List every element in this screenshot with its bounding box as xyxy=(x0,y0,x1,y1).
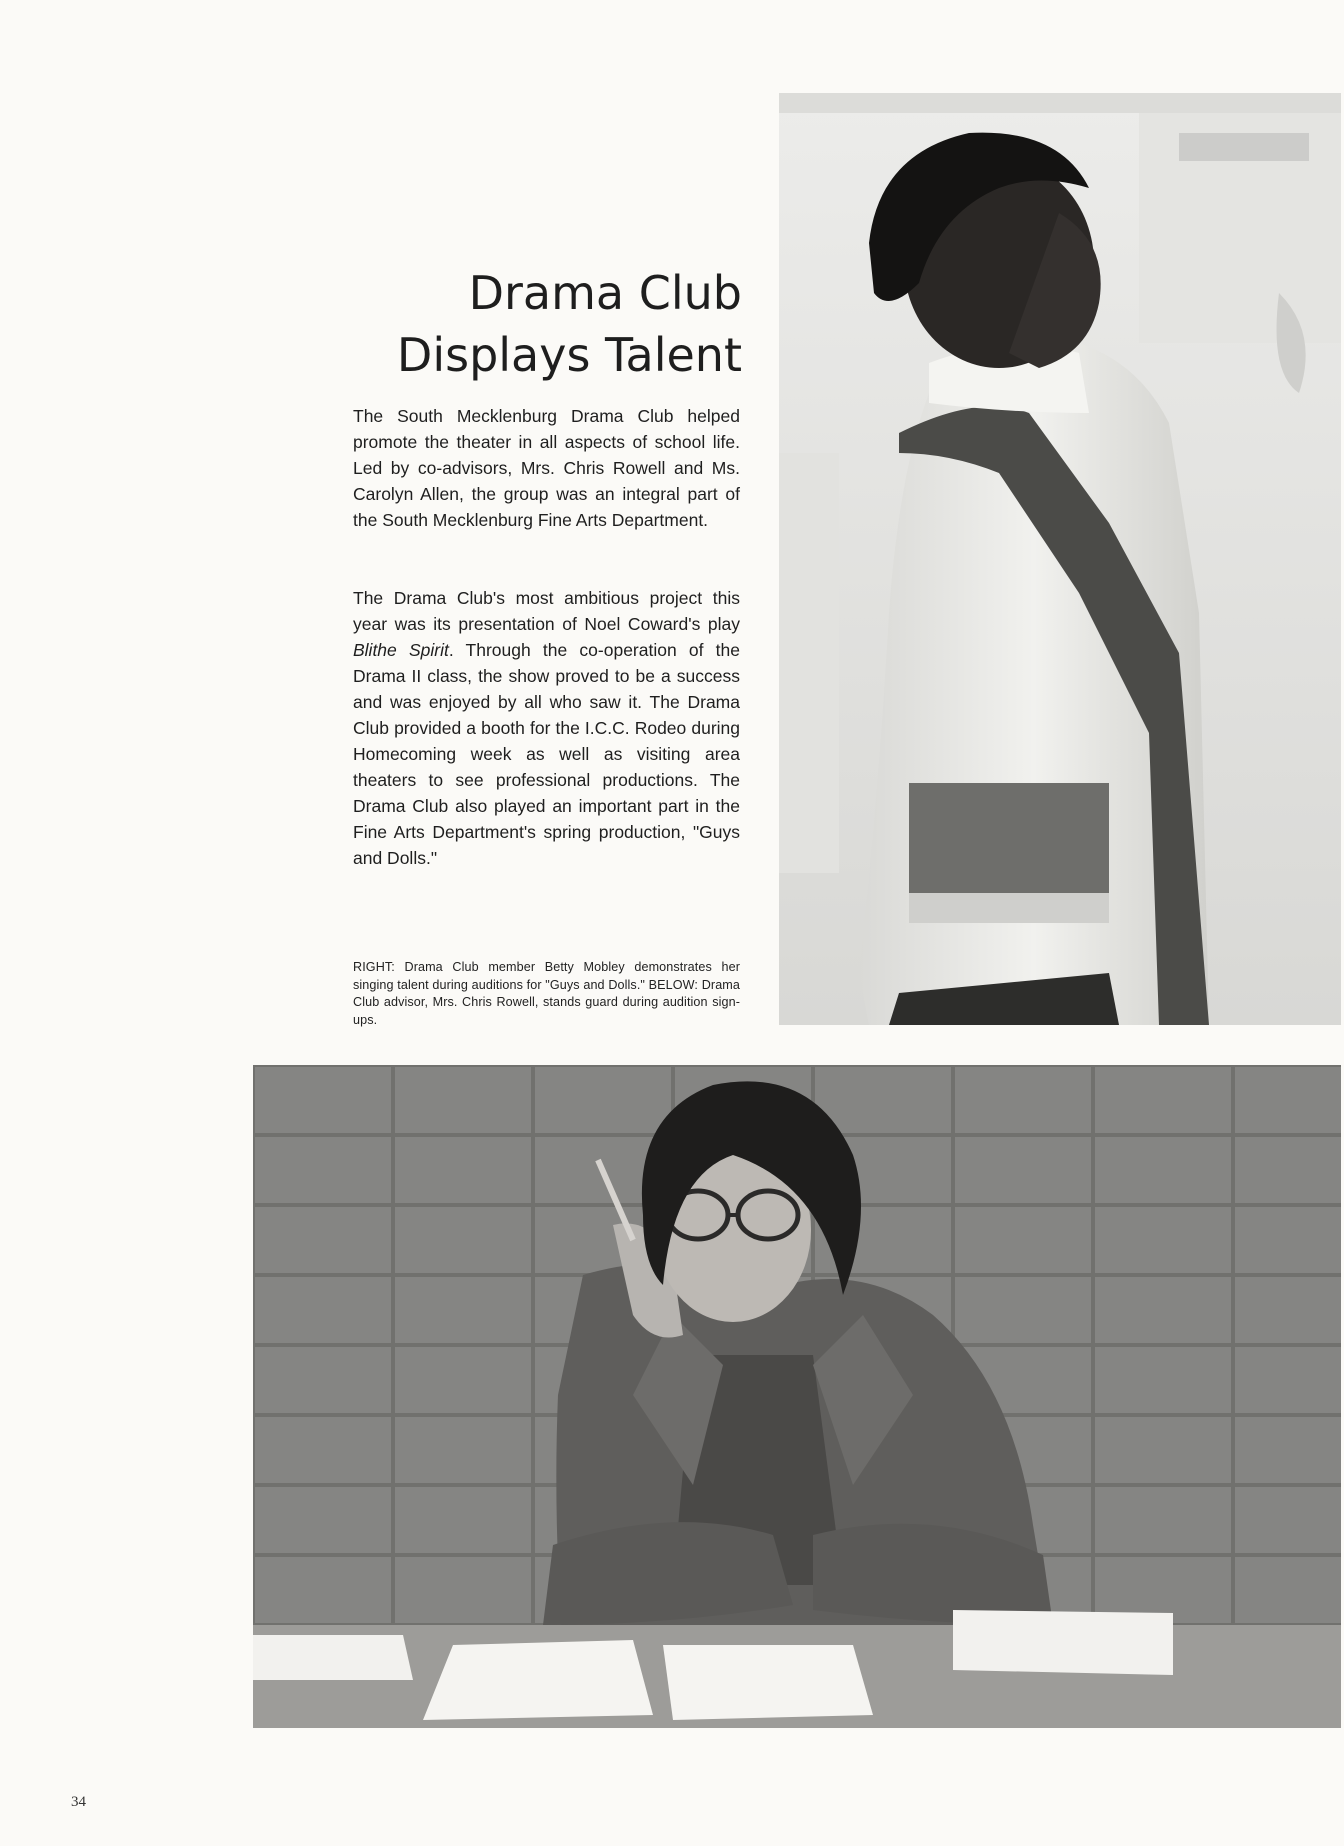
article-paragraph-2 xyxy=(353,585,740,871)
article-paragraph-2-start: The Drama Club's most ambitious project this year was its presentation of Noel Coward's play xyxy=(353,588,740,634)
article-paragraph-1: The South Mecklenburg Drama Club helped promote the theater in all aspects of school life. Led by co-advisors, Mrs. Chris Rowell and Ms. Carolyn Allen, the group was an integral part of the South Mecklenburg Fine Arts Department. xyxy=(353,406,740,530)
play-title: Blithe Spirit xyxy=(353,640,449,660)
photo-advisor-illustration xyxy=(253,1065,1341,1728)
photo-singer xyxy=(779,93,1341,1025)
page-number: 34 xyxy=(71,1794,86,1810)
photo-advisor xyxy=(253,1065,1341,1728)
headline-line-1: Drama Club xyxy=(468,266,742,320)
headline-line-2: Displays Talent xyxy=(396,328,742,382)
photo-singer-illustration xyxy=(779,93,1341,1025)
article-paragraph-2-end: . Through the co-operation of the Drama II class, the show proved to be a success and was enjoyed by all who saw it. The Drama Club provided a booth for the I.C.C. Rodeo during Homecoming week as well as visiting area theaters to see professional productions. The Drama Club also played an important part in the Fine Arts Department's spring production, "Guys and Dolls." xyxy=(353,640,740,868)
headline xyxy=(330,262,742,386)
photo-caption: RIGHT: Drama Club member Betty Mobley demonstrates her singing talent during auditions for "Guys and Dolls." BELOW: Drama Club advisor, Mrs. Chris Rowell, stands guard during audition sign-ups. xyxy=(353,960,740,1027)
